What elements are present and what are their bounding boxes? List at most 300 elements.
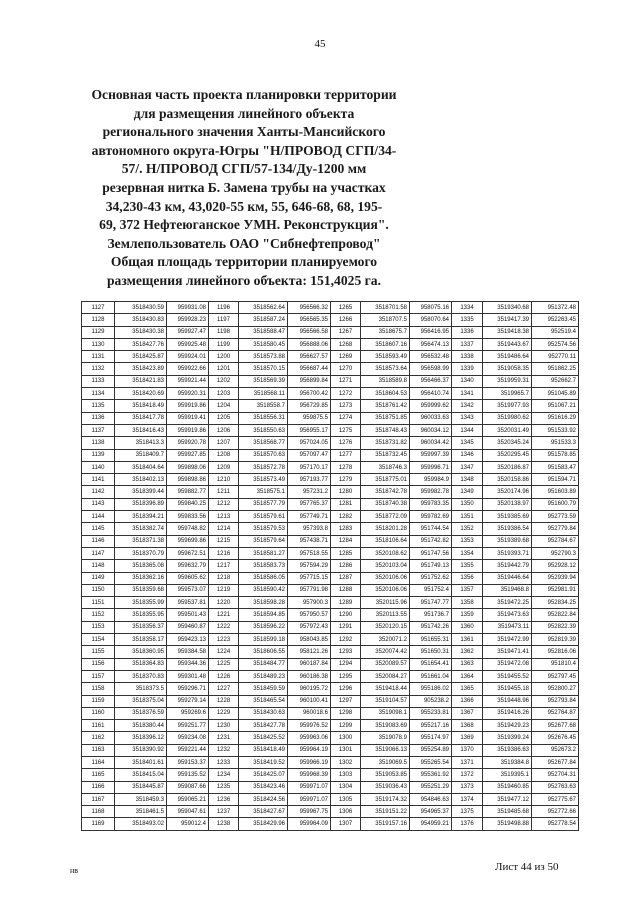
x-coordinate-cell: 3519066.13 bbox=[361, 744, 410, 756]
point-number-cell: 1232 bbox=[209, 744, 239, 756]
y-coordinate-cell: 956899.84 bbox=[288, 375, 331, 387]
footer-mark: нв bbox=[70, 866, 79, 875]
x-coordinate-cell: 3518570.63 bbox=[239, 449, 288, 461]
y-coordinate-cell: 959672.51 bbox=[167, 547, 209, 559]
point-number-cell: 1278 bbox=[331, 461, 361, 473]
x-coordinate-cell: 3518731.82 bbox=[361, 437, 410, 449]
x-coordinate-cell: 3518382.74 bbox=[115, 523, 167, 535]
y-coordinate-cell: 952816.06 bbox=[532, 646, 579, 658]
x-coordinate-cell: 3518401.61 bbox=[115, 756, 167, 768]
x-coordinate-cell: 3518577.79 bbox=[239, 498, 288, 510]
y-coordinate-cell: 951752.62 bbox=[410, 572, 452, 584]
x-coordinate-cell: 3518402.13 bbox=[115, 474, 167, 486]
x-coordinate-cell: 3518409.7 bbox=[115, 449, 167, 461]
y-coordinate-cell: 959968.39 bbox=[288, 769, 331, 781]
point-number-cell: 1283 bbox=[331, 523, 361, 535]
x-coordinate-cell: 3518594.85 bbox=[239, 609, 288, 621]
x-coordinate-cell: 3518556.31 bbox=[239, 412, 288, 424]
x-coordinate-cell: 3518761.42 bbox=[361, 400, 410, 412]
x-coordinate-cell: 3518375.04 bbox=[115, 695, 167, 707]
table-row bbox=[82, 769, 579, 781]
x-coordinate-cell: 3519471.41 bbox=[483, 646, 532, 658]
y-coordinate-cell: 959898.06 bbox=[167, 461, 209, 473]
y-coordinate-cell: 951533.92 bbox=[532, 424, 579, 436]
y-coordinate-cell: 951810.4 bbox=[532, 658, 579, 670]
point-number-cell: 1339 bbox=[452, 363, 483, 375]
x-coordinate-cell: 3519416.26 bbox=[483, 707, 532, 719]
x-coordinate-cell: 3518579.53 bbox=[239, 523, 288, 535]
y-coordinate-cell: 952519.4 bbox=[532, 326, 579, 338]
y-coordinate-cell: 959997.39 bbox=[410, 449, 452, 461]
point-number-cell: 1338 bbox=[452, 351, 483, 363]
point-number-cell: 1342 bbox=[452, 400, 483, 412]
point-number-cell: 1151 bbox=[82, 597, 115, 609]
y-coordinate-cell: 959920.31 bbox=[167, 388, 209, 400]
y-coordinate-cell: 951603.89 bbox=[532, 486, 579, 498]
table-row bbox=[82, 621, 579, 633]
y-coordinate-cell: 959384.58 bbox=[167, 646, 209, 658]
point-number-cell: 1297 bbox=[331, 695, 361, 707]
y-coordinate-cell: 954965.37 bbox=[410, 806, 452, 818]
y-coordinate-cell: 959927.47 bbox=[167, 326, 209, 338]
table-row bbox=[82, 437, 579, 449]
y-coordinate-cell: 951744.54 bbox=[410, 523, 452, 535]
point-number-cell: 1366 bbox=[452, 695, 483, 707]
y-coordinate-cell: 959605.62 bbox=[167, 572, 209, 584]
y-coordinate-cell: 959840.25 bbox=[167, 498, 209, 510]
y-coordinate-cell: 952574.56 bbox=[532, 338, 579, 350]
point-number-cell: 1198 bbox=[209, 326, 239, 338]
point-number-cell: 1164 bbox=[82, 756, 115, 768]
point-number-cell: 1357 bbox=[452, 584, 483, 596]
point-number-cell: 1373 bbox=[452, 781, 483, 793]
x-coordinate-cell: 3518599.18 bbox=[239, 634, 288, 646]
point-number-cell: 1154 bbox=[82, 634, 115, 646]
y-coordinate-cell: 952676.45 bbox=[532, 732, 579, 744]
x-coordinate-cell: 3518418.49 bbox=[115, 400, 167, 412]
point-number-cell: 1159 bbox=[82, 695, 115, 707]
point-number-cell: 1211 bbox=[209, 486, 239, 498]
y-coordinate-cell: 960034.42 bbox=[410, 437, 452, 449]
y-coordinate-cell: 959251.77 bbox=[167, 720, 209, 732]
y-coordinate-cell: 956955.17 bbox=[288, 424, 331, 436]
x-coordinate-cell: 3519399.24 bbox=[483, 732, 532, 744]
point-number-cell: 1364 bbox=[452, 670, 483, 682]
y-coordinate-cell: 959919.86 bbox=[167, 424, 209, 436]
x-coordinate-cell: 3519036.43 bbox=[361, 781, 410, 793]
point-number-cell: 1341 bbox=[452, 388, 483, 400]
x-coordinate-cell: 3518360.95 bbox=[115, 646, 167, 658]
point-number-cell: 1131 bbox=[82, 351, 115, 363]
y-coordinate-cell: 952790.3 bbox=[532, 547, 579, 559]
y-coordinate-cell: 952928.12 bbox=[532, 560, 579, 572]
x-coordinate-cell: 3518489.23 bbox=[239, 670, 288, 682]
table-row bbox=[82, 818, 579, 830]
point-number-cell: 1294 bbox=[331, 658, 361, 670]
x-coordinate-cell: 3519472.08 bbox=[483, 658, 532, 670]
y-coordinate-cell: 957193.77 bbox=[288, 474, 331, 486]
x-coordinate-cell: 3520345.24 bbox=[483, 437, 532, 449]
point-number-cell: 1274 bbox=[331, 412, 361, 424]
y-coordinate-cell: 951650.31 bbox=[410, 646, 452, 658]
point-number-cell: 1300 bbox=[331, 732, 361, 744]
point-number-cell: 1299 bbox=[331, 720, 361, 732]
point-number-cell: 1130 bbox=[82, 338, 115, 350]
point-number-cell: 1267 bbox=[331, 326, 361, 338]
y-coordinate-cell: 952800.27 bbox=[532, 683, 579, 695]
point-number-cell: 1290 bbox=[331, 609, 361, 621]
point-number-cell: 1375 bbox=[452, 806, 483, 818]
point-number-cell: 1356 bbox=[452, 572, 483, 584]
y-coordinate-cell: 955254.89 bbox=[410, 744, 452, 756]
table-row bbox=[82, 756, 579, 768]
y-coordinate-cell: 957024.05 bbox=[288, 437, 331, 449]
x-coordinate-cell: 3519174.32 bbox=[361, 793, 410, 805]
point-number-cell: 1371 bbox=[452, 756, 483, 768]
point-number-cell: 1351 bbox=[452, 511, 483, 523]
table-row bbox=[82, 535, 579, 547]
y-coordinate-cell: 956532.48 bbox=[410, 351, 452, 363]
y-coordinate-cell: 956416.95 bbox=[410, 326, 452, 338]
point-number-cell: 1216 bbox=[209, 547, 239, 559]
x-coordinate-cell: 3518568.11 bbox=[239, 388, 288, 400]
x-coordinate-cell: 3518573.64 bbox=[361, 363, 410, 375]
point-number-cell: 1345 bbox=[452, 437, 483, 449]
y-coordinate-cell: 952662.7 bbox=[532, 375, 579, 387]
point-number-cell: 1343 bbox=[452, 412, 483, 424]
x-coordinate-cell: 3518569.39 bbox=[239, 375, 288, 387]
point-number-cell: 1304 bbox=[331, 781, 361, 793]
point-number-cell: 1347 bbox=[452, 461, 483, 473]
y-coordinate-cell: 960100.41 bbox=[288, 695, 331, 707]
y-coordinate-cell: 959927.85 bbox=[167, 449, 209, 461]
y-coordinate-cell: 951862.25 bbox=[532, 363, 579, 375]
x-coordinate-cell: 3518465.54 bbox=[239, 695, 288, 707]
y-coordinate-cell: 952673.2 bbox=[532, 744, 579, 756]
x-coordinate-cell: 3520108.62 bbox=[361, 547, 410, 559]
x-coordinate-cell: 3518355.99 bbox=[115, 597, 167, 609]
table-row bbox=[82, 474, 579, 486]
point-number-cell: 1213 bbox=[209, 511, 239, 523]
y-coordinate-cell: 960033.63 bbox=[410, 412, 452, 424]
x-coordinate-cell: 3518751.85 bbox=[361, 412, 410, 424]
point-number-cell: 1293 bbox=[331, 646, 361, 658]
y-coordinate-cell: 952772.66 bbox=[532, 806, 579, 818]
x-coordinate-cell: 3519443.67 bbox=[483, 338, 532, 350]
point-number-cell: 1284 bbox=[331, 535, 361, 547]
y-coordinate-cell: 959922.66 bbox=[167, 363, 209, 375]
y-coordinate-cell: 959919.86 bbox=[167, 400, 209, 412]
table-row bbox=[82, 486, 579, 498]
point-number-cell: 1129 bbox=[82, 326, 115, 338]
x-coordinate-cell: 3519151.22 bbox=[361, 806, 410, 818]
x-coordinate-cell: 3518413.3 bbox=[115, 437, 167, 449]
x-coordinate-cell: 3518493.02 bbox=[115, 818, 167, 830]
x-coordinate-cell: 3518415.04 bbox=[115, 769, 167, 781]
y-coordinate-cell: 955174.97 bbox=[410, 732, 452, 744]
y-coordinate-cell: 959296.71 bbox=[167, 683, 209, 695]
table-row bbox=[82, 793, 579, 805]
y-coordinate-cell: 952764.87 bbox=[532, 707, 579, 719]
x-coordinate-cell: 3518364.83 bbox=[115, 658, 167, 670]
y-coordinate-cell: 957715.15 bbox=[288, 572, 331, 584]
x-coordinate-cell: 3518558.7 bbox=[239, 400, 288, 412]
x-coordinate-cell: 3519455.52 bbox=[483, 670, 532, 682]
point-number-cell: 1210 bbox=[209, 474, 239, 486]
table-row bbox=[82, 560, 579, 572]
x-coordinate-cell: 3518590.42 bbox=[239, 584, 288, 596]
point-number-cell: 1237 bbox=[209, 806, 239, 818]
point-number-cell: 1346 bbox=[452, 449, 483, 461]
table-row bbox=[82, 400, 579, 412]
table-row bbox=[82, 461, 579, 473]
point-number-cell: 1215 bbox=[209, 535, 239, 547]
y-coordinate-cell: 957231.2 bbox=[288, 486, 331, 498]
point-number-cell: 1271 bbox=[331, 375, 361, 387]
point-number-cell: 1337 bbox=[452, 338, 483, 350]
x-coordinate-cell: 3519455.18 bbox=[483, 683, 532, 695]
x-coordinate-cell: 3518775.01 bbox=[361, 474, 410, 486]
point-number-cell: 1135 bbox=[82, 400, 115, 412]
point-number-cell: 1142 bbox=[82, 486, 115, 498]
table-row bbox=[82, 302, 579, 314]
point-number-cell: 1157 bbox=[82, 670, 115, 682]
y-coordinate-cell: 959423.13 bbox=[167, 634, 209, 646]
heading-line: 34,230-43 км, 43,020-55 км, 55, 646-68, 68, 195- bbox=[105, 198, 383, 214]
point-number-cell: 1355 bbox=[452, 560, 483, 572]
y-coordinate-cell: 959699.86 bbox=[167, 535, 209, 547]
x-coordinate-cell: 3519078.9 bbox=[361, 732, 410, 744]
point-number-cell: 1220 bbox=[209, 597, 239, 609]
table-row bbox=[82, 547, 579, 559]
point-number-cell: 1291 bbox=[331, 621, 361, 633]
point-number-cell: 1150 bbox=[82, 584, 115, 596]
x-coordinate-cell: 3518404.64 bbox=[115, 461, 167, 473]
table-row bbox=[82, 597, 579, 609]
point-number-cell: 1225 bbox=[209, 658, 239, 670]
x-coordinate-cell: 3518371.38 bbox=[115, 535, 167, 547]
heading-line: регионального значения Ханты-Мансийского bbox=[102, 124, 386, 140]
y-coordinate-cell: 952981.91 bbox=[532, 584, 579, 596]
point-number-cell: 1367 bbox=[452, 707, 483, 719]
x-coordinate-cell: 3518568.77 bbox=[239, 437, 288, 449]
y-coordinate-cell: 951747.77 bbox=[410, 597, 452, 609]
x-coordinate-cell: 3518593.49 bbox=[361, 351, 410, 363]
y-coordinate-cell: 956888.06 bbox=[288, 338, 331, 350]
y-coordinate-cell: 955251.29 bbox=[410, 781, 452, 793]
point-number-cell: 1163 bbox=[82, 744, 115, 756]
point-number-cell: 1340 bbox=[452, 375, 483, 387]
x-coordinate-cell: 3518445.87 bbox=[115, 781, 167, 793]
point-number-cell: 1273 bbox=[331, 400, 361, 412]
x-coordinate-cell: 3518424.56 bbox=[239, 793, 288, 805]
point-number-cell: 1275 bbox=[331, 424, 361, 436]
y-coordinate-cell: 956466.37 bbox=[410, 375, 452, 387]
x-coordinate-cell: 3518358.17 bbox=[115, 634, 167, 646]
x-coordinate-cell: 3520158.86 bbox=[483, 474, 532, 486]
x-coordinate-cell: 3519460.85 bbox=[483, 781, 532, 793]
x-coordinate-cell: 3519418.44 bbox=[361, 683, 410, 695]
y-coordinate-cell: 952770.11 bbox=[532, 351, 579, 363]
y-coordinate-cell: 958121.26 bbox=[288, 646, 331, 658]
x-coordinate-cell: 3518740.38 bbox=[361, 498, 410, 510]
y-coordinate-cell: 959537.81 bbox=[167, 597, 209, 609]
point-number-cell: 1306 bbox=[331, 806, 361, 818]
y-coordinate-cell: 957438.71 bbox=[288, 535, 331, 547]
x-coordinate-cell: 3520031.49 bbox=[483, 424, 532, 436]
x-coordinate-cell: 3518417.78 bbox=[115, 412, 167, 424]
x-coordinate-cell: 3520074.42 bbox=[361, 646, 410, 658]
point-number-cell: 1158 bbox=[82, 683, 115, 695]
x-coordinate-cell: 3518575.1 bbox=[239, 486, 288, 498]
y-coordinate-cell: 959783.35 bbox=[410, 498, 452, 510]
y-coordinate-cell: 956687.44 bbox=[288, 363, 331, 375]
x-coordinate-cell: 3518596.22 bbox=[239, 621, 288, 633]
point-number-cell: 1155 bbox=[82, 646, 115, 658]
x-coordinate-cell: 3518425.07 bbox=[239, 769, 288, 781]
x-coordinate-cell: 3518362.16 bbox=[115, 572, 167, 584]
point-number-cell: 1162 bbox=[82, 732, 115, 744]
point-number-cell: 1137 bbox=[82, 424, 115, 436]
y-coordinate-cell: 952763.63 bbox=[532, 781, 579, 793]
x-coordinate-cell: 3519389.68 bbox=[483, 535, 532, 547]
table-row bbox=[82, 695, 579, 707]
y-coordinate-cell: 951655.31 bbox=[410, 634, 452, 646]
point-number-cell: 1298 bbox=[331, 707, 361, 719]
point-number-cell: 1139 bbox=[82, 449, 115, 461]
point-number-cell: 1233 bbox=[209, 756, 239, 768]
point-number-cell: 1350 bbox=[452, 498, 483, 510]
point-number-cell: 1134 bbox=[82, 388, 115, 400]
point-number-cell: 1221 bbox=[209, 609, 239, 621]
point-number-cell: 1223 bbox=[209, 634, 239, 646]
y-coordinate-cell: 956565.35 bbox=[288, 314, 331, 326]
y-coordinate-cell: 959279.14 bbox=[167, 695, 209, 707]
point-number-cell: 1209 bbox=[209, 461, 239, 473]
x-coordinate-cell: 3518589.8 bbox=[361, 375, 410, 387]
y-coordinate-cell: 959924.01 bbox=[167, 351, 209, 363]
point-number-cell: 1292 bbox=[331, 634, 361, 646]
x-coordinate-cell: 3518425.87 bbox=[115, 351, 167, 363]
y-coordinate-cell: 959919.41 bbox=[167, 412, 209, 424]
x-coordinate-cell: 3520113.55 bbox=[361, 609, 410, 621]
point-number-cell: 1296 bbox=[331, 683, 361, 695]
x-coordinate-cell: 3519442.79 bbox=[483, 560, 532, 572]
table-row bbox=[82, 732, 579, 744]
x-coordinate-cell: 3518583.73 bbox=[239, 560, 288, 572]
x-coordinate-cell: 3519448.96 bbox=[483, 695, 532, 707]
y-coordinate-cell: 957900.3 bbox=[288, 597, 331, 609]
x-coordinate-cell: 3518675.7 bbox=[361, 326, 410, 338]
x-coordinate-cell: 3518370.83 bbox=[115, 670, 167, 682]
table-row bbox=[82, 326, 579, 338]
x-coordinate-cell: 3518430.59 bbox=[115, 302, 167, 314]
y-coordinate-cell: 952677.68 bbox=[532, 720, 579, 732]
x-coordinate-cell: 3520103.04 bbox=[361, 560, 410, 572]
point-number-cell: 1285 bbox=[331, 547, 361, 559]
point-number-cell: 1289 bbox=[331, 597, 361, 609]
point-number-cell: 1140 bbox=[82, 461, 115, 473]
y-coordinate-cell: 954959.21 bbox=[410, 818, 452, 830]
x-coordinate-cell: 3518427.67 bbox=[239, 806, 288, 818]
y-coordinate-cell: 959920.78 bbox=[167, 437, 209, 449]
y-coordinate-cell: 951594.71 bbox=[532, 474, 579, 486]
x-coordinate-cell: 3518562.64 bbox=[239, 302, 288, 314]
y-coordinate-cell: 956700.42 bbox=[288, 388, 331, 400]
table-row bbox=[82, 375, 579, 387]
x-coordinate-cell: 3519386.54 bbox=[483, 523, 532, 535]
y-coordinate-cell: 959898.86 bbox=[167, 474, 209, 486]
x-coordinate-cell: 3518396.12 bbox=[115, 732, 167, 744]
heading-line: резервная нитка Б. Замена трубы на участках bbox=[102, 179, 386, 195]
table-row bbox=[82, 412, 579, 424]
x-coordinate-cell: 3519446.64 bbox=[483, 572, 532, 584]
point-number-cell: 1200 bbox=[209, 351, 239, 363]
y-coordinate-cell: 952779.84 bbox=[532, 523, 579, 535]
heading-line: автономного округа-Югры "Н/ПРОВОД СГП/34- bbox=[91, 142, 397, 158]
table-row bbox=[82, 314, 579, 326]
y-coordinate-cell: 951742.26 bbox=[410, 621, 452, 633]
x-coordinate-cell: 3518430.63 bbox=[239, 707, 288, 719]
x-coordinate-cell: 3519157.16 bbox=[361, 818, 410, 830]
x-coordinate-cell: 3518418.49 bbox=[239, 744, 288, 756]
point-number-cell: 1166 bbox=[82, 781, 115, 793]
point-number-cell: 1336 bbox=[452, 326, 483, 338]
x-coordinate-cell: 3518419.52 bbox=[239, 756, 288, 768]
y-coordinate-cell: 951736.7 bbox=[410, 609, 452, 621]
x-coordinate-cell: 3518416.43 bbox=[115, 424, 167, 436]
point-number-cell: 1197 bbox=[209, 314, 239, 326]
y-coordinate-cell: 960034.12 bbox=[410, 424, 452, 436]
point-number-cell: 1222 bbox=[209, 621, 239, 633]
table-row bbox=[82, 511, 579, 523]
y-coordinate-cell: 957749.71 bbox=[288, 511, 331, 523]
x-coordinate-cell: 3519473.11 bbox=[483, 621, 532, 633]
x-coordinate-cell: 3518425.52 bbox=[239, 732, 288, 744]
point-number-cell: 1167 bbox=[82, 793, 115, 805]
y-coordinate-cell: 960186.38 bbox=[288, 670, 331, 682]
point-number-cell: 1287 bbox=[331, 572, 361, 584]
y-coordinate-cell: 956627.57 bbox=[288, 351, 331, 363]
x-coordinate-cell: 3519959.31 bbox=[483, 375, 532, 387]
y-coordinate-cell: 951752.4 bbox=[410, 584, 452, 596]
y-coordinate-cell: 955217.16 bbox=[410, 720, 452, 732]
x-coordinate-cell: 3518380.44 bbox=[115, 720, 167, 732]
point-number-cell: 1372 bbox=[452, 769, 483, 781]
y-coordinate-cell: 959153.37 bbox=[167, 756, 209, 768]
heading-line: для размещения линейного объекта bbox=[133, 105, 355, 121]
y-coordinate-cell: 951747.56 bbox=[410, 547, 452, 559]
x-coordinate-cell: 3518459.59 bbox=[239, 683, 288, 695]
point-number-cell: 1231 bbox=[209, 732, 239, 744]
x-coordinate-cell: 3518742.78 bbox=[361, 486, 410, 498]
y-coordinate-cell: 959999.62 bbox=[410, 400, 452, 412]
y-coordinate-cell: 955233.81 bbox=[410, 707, 452, 719]
x-coordinate-cell: 3518423.46 bbox=[239, 781, 288, 793]
x-coordinate-cell: 3518423.89 bbox=[115, 363, 167, 375]
table-row bbox=[82, 523, 579, 535]
point-number-cell: 1277 bbox=[331, 449, 361, 461]
x-coordinate-cell: 3520138.97 bbox=[483, 498, 532, 510]
x-coordinate-cell: 3519980.62 bbox=[483, 412, 532, 424]
point-number-cell: 1207 bbox=[209, 437, 239, 449]
y-coordinate-cell: 960018.6 bbox=[288, 707, 331, 719]
y-coordinate-cell: 952819.39 bbox=[532, 634, 579, 646]
y-coordinate-cell: 951067.21 bbox=[532, 400, 579, 412]
x-coordinate-cell: 3518430.83 bbox=[115, 314, 167, 326]
point-number-cell: 1349 bbox=[452, 486, 483, 498]
y-coordinate-cell: 959833.56 bbox=[167, 511, 209, 523]
